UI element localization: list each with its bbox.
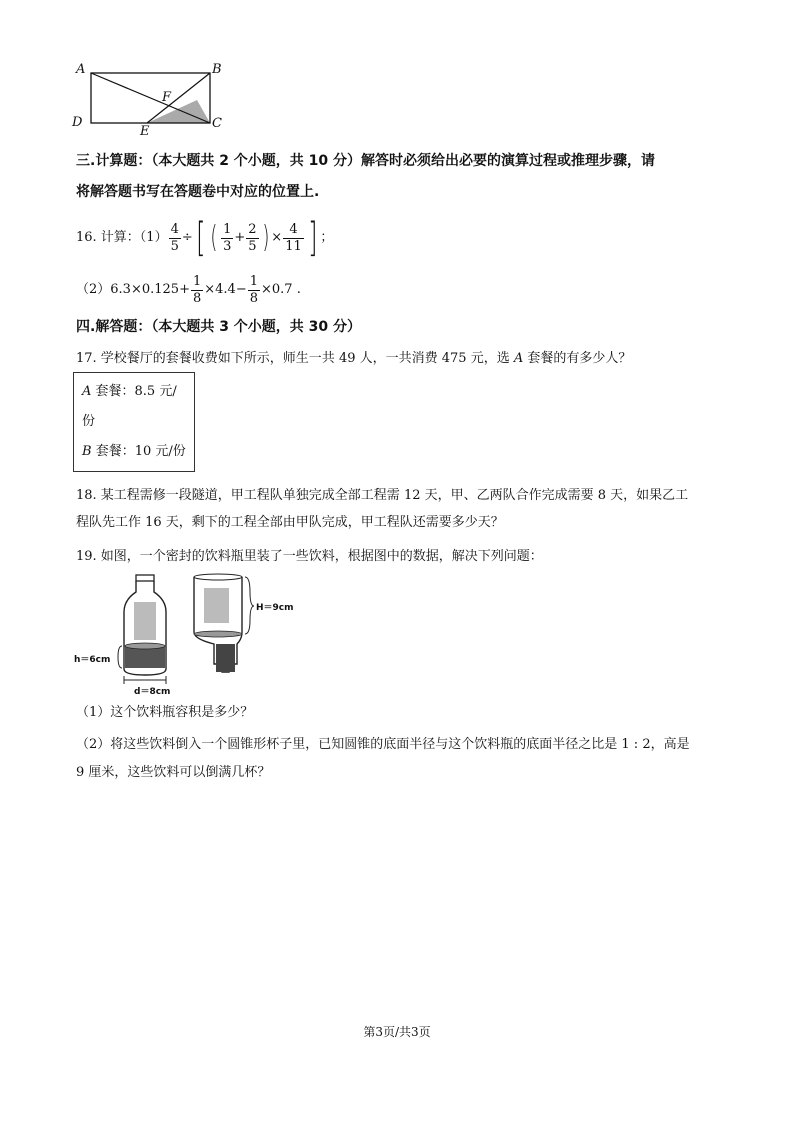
menu-b-line: B 套餐：10 元/份 xyxy=(82,444,186,459)
q19-sub2-line2: 9 厘米，这些饮料可以倒满几杯？ xyxy=(76,765,271,780)
rectangle-figure xyxy=(70,60,240,139)
q16-right-bracket: ] xyxy=(307,215,318,261)
q16-frac-1-3: $\frac{1}{3}$ xyxy=(223,221,232,254)
q16-part2 xyxy=(76,270,301,310)
q17-var-a: A xyxy=(513,351,524,366)
q16-p2-text-b: ×4.4− xyxy=(204,282,247,297)
q16-frac-4-5: $\frac{4}{5}$ xyxy=(170,221,179,254)
q16-left-bracket: [ xyxy=(195,215,206,261)
label-b: B xyxy=(212,62,222,77)
q19-sub1: （1）这个饮料瓶容积是多少？ xyxy=(76,705,254,720)
q16-frac-4-11: $\frac{4}{11}$ xyxy=(285,221,302,254)
label-d: D xyxy=(72,115,83,130)
section4-header: 四.解答题：（本大题共 3 个小题，共 30 分） xyxy=(76,319,362,335)
q16-semicolon: ； xyxy=(320,230,334,245)
q16-p2-frac-1: $\frac{1}{8}$ xyxy=(192,273,202,306)
q16-p2-frac-2: $\frac{1}{8}$ xyxy=(249,273,258,306)
label-a: A xyxy=(76,62,86,77)
q18-line2: 程队先工作 16 天，剩下的工程全部由甲队完成，甲工程队还需要多少天？ xyxy=(76,515,504,530)
q16-right-paren: ) xyxy=(261,220,269,255)
q19-line1: 19. 如图，一个密封的饮料瓶里装了一些饮料，根据图中的数据，解决下列问题： xyxy=(76,549,543,564)
label-h: h＝6cm xyxy=(74,655,111,665)
q19-sub2-line1: （2）将这些饮料倒入一个圆锥形杯子里，已知圆锥的底面半径与这个饮料瓶的底面半径之比是 1 : 2，高是 xyxy=(76,737,690,752)
q16-div-sign: ÷ xyxy=(181,230,193,245)
label-e: E xyxy=(140,124,150,139)
q16-left-paren: ( xyxy=(210,220,218,255)
menu-a-line: A 套餐：8.5 元/份 xyxy=(82,384,177,429)
label-f: F xyxy=(162,90,172,105)
label-c: C xyxy=(212,116,222,131)
q17-question xyxy=(76,349,631,369)
q16-plus-sign: + xyxy=(234,230,246,245)
q18-line1: 18. 某工程需修一段隧道，甲工程队单独完成全部工程需 12 天，甲、乙两队合作完成需要 8 天，如果乙工 xyxy=(76,488,689,503)
section3-header-line2: 将解答题书写在答题卷中对应的位置上. xyxy=(76,184,320,200)
q16-part1 xyxy=(76,215,333,261)
bottle-diagram xyxy=(74,572,314,697)
q17-text-a: 17. 学校餐厅的套餐收费如下所示，师生一共 49 人，一共消费 475 元，选 xyxy=(76,351,514,366)
q16-p2-prefix: （2） xyxy=(76,282,111,297)
label-H: H＝9cm xyxy=(256,603,294,613)
q16-prefix: 16. 计算：（1） xyxy=(76,230,168,245)
bottle-figure xyxy=(74,572,314,697)
diagonal-ac xyxy=(91,73,210,123)
q16-p2-text-a: 6.3×0.125+ xyxy=(110,282,190,297)
q16-frac-2-5: $\frac{2}{5}$ xyxy=(248,221,257,254)
page-footer: 第3页/共3页 xyxy=(363,1025,431,1039)
q16-times-sign: × xyxy=(271,230,283,245)
q17-price-box xyxy=(73,372,195,472)
section3-header-line1: 三.计算题：（本大题共 2 个小题，共 10 分）解答时必须给出必要的演算过程或推理步骤，请 xyxy=(76,153,656,169)
label-d-cm: d＝8cm xyxy=(134,687,171,697)
q17-text-b: 套餐的有多少人？ xyxy=(523,351,632,366)
q16-p2-text-c: ×0.7 . xyxy=(261,282,301,297)
